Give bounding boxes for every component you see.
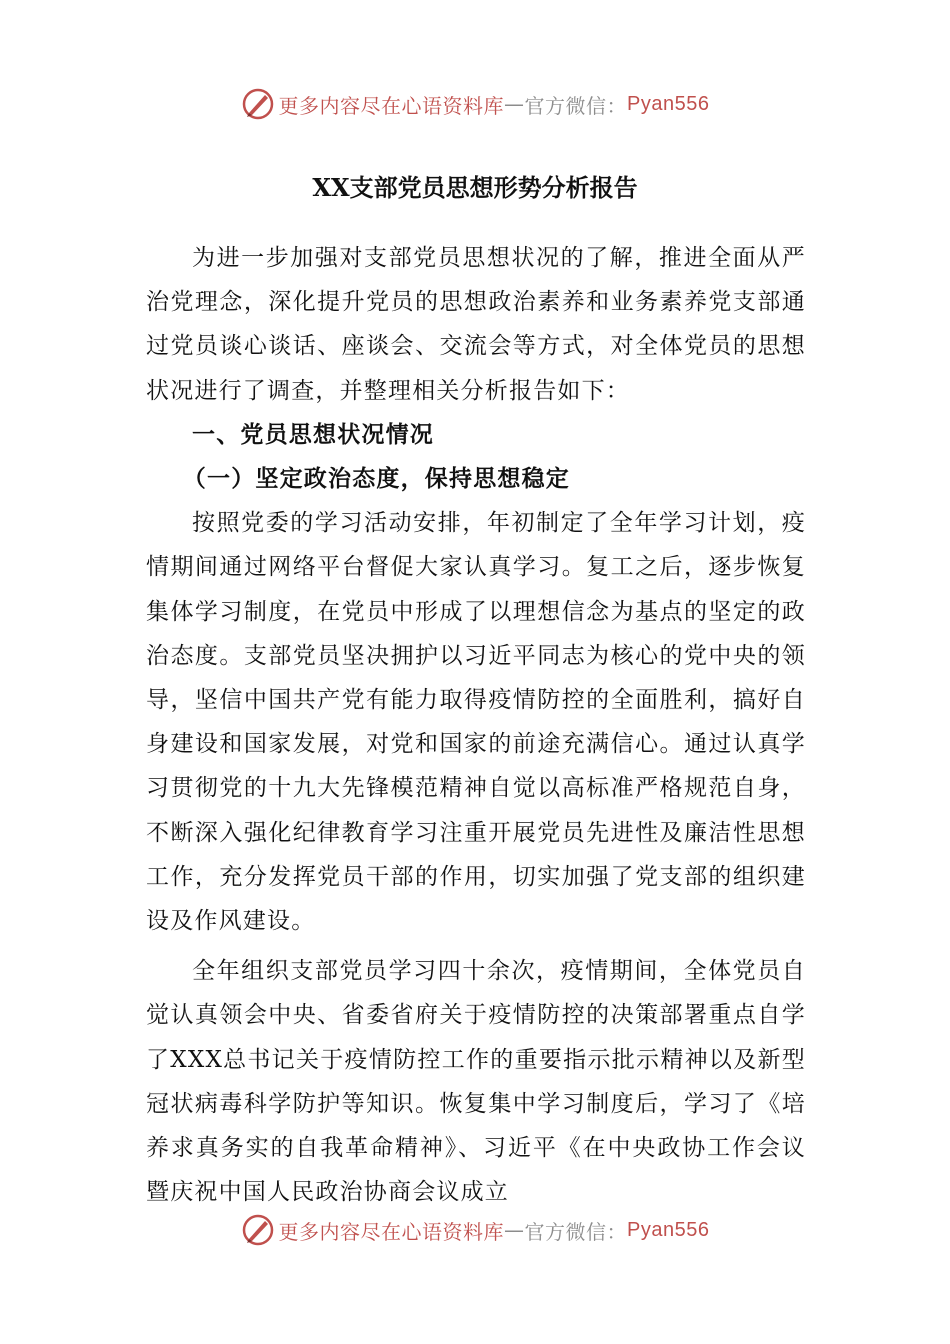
watermark-dash: — xyxy=(504,1218,525,1242)
watermark-wechat-id: Pyan556 xyxy=(627,92,710,115)
pen-logo-icon xyxy=(241,1213,275,1247)
watermark-wechat-id: Pyan556 xyxy=(627,1218,710,1241)
watermark-dash: — xyxy=(504,92,525,116)
document-body xyxy=(146,236,806,1214)
body-paragraph-2: 全年组织支部党员学习四十余次，疫情期间，全体党员自觉认真领会中央、省委省府关于疫情防控的决策部署重点自学了XXX总书记关于疫情防控工作的重要指示批示精神以及新型冠状病毒科学防护等知识。恢复集中学习制度后，学习了《培养求真务实的自我革命精神》、习近平《在中央政协工作会议暨庆祝中国人民政治协商会议成立 xyxy=(146,958,806,1206)
document-title: XX支部党员思想形势分析报告 xyxy=(312,173,638,202)
watermark-footer xyxy=(0,1210,950,1250)
watermark-main-text: 更多内容尽在心语资料库 xyxy=(278,1219,505,1244)
pen-logo-icon xyxy=(241,87,275,121)
watermark-main-text: 更多内容尽在心语资料库 xyxy=(278,93,505,118)
section-heading-1: 一、党员思想状况情况 xyxy=(192,420,434,448)
body-paragraph-1: 按照党委的学习活动安排，年初制定了全年学习计划，疫情期间通过网络平台督促大家认真学习。复工之后，逐步恢复集体学习制度，在党员中形成了以理想信念为基点的坚定的政治态度。支部党员坚决拥护以习近平同志为核心的党中央的领导，坚信中国共产党有能力取得疫情防控的全面胜利，搞好自身建设和国家发展，对党和国家的前途充满信心。通过认真学习贯彻党的十九大先锋模范精神自觉以高标准严格规范自身，不断深入强化纪律教育学习注重开展党员先进性及廉洁性思想工作，充分发挥党员干部的作用，切实加强了党支部的组织建设及作风建设。 xyxy=(146,510,806,935)
watermark-official-label: 官方微信： xyxy=(524,93,628,118)
watermark-header xyxy=(0,84,950,124)
watermark-official-label: 官方微信： xyxy=(524,1219,628,1244)
subsection-heading-1: （一）坚定政治态度，保持思想稳定 xyxy=(182,465,570,493)
intro-paragraph: 为进一步加强对支部党员思想状况的了解，推进全面从严治党理念，深化提升党员的思想政治素养和业务素养党支部通过党员谈心谈话、座谈会、交流会等方式，对全体党员的思想状况进行了调查，并整理相关分析报告如下： xyxy=(146,245,806,404)
